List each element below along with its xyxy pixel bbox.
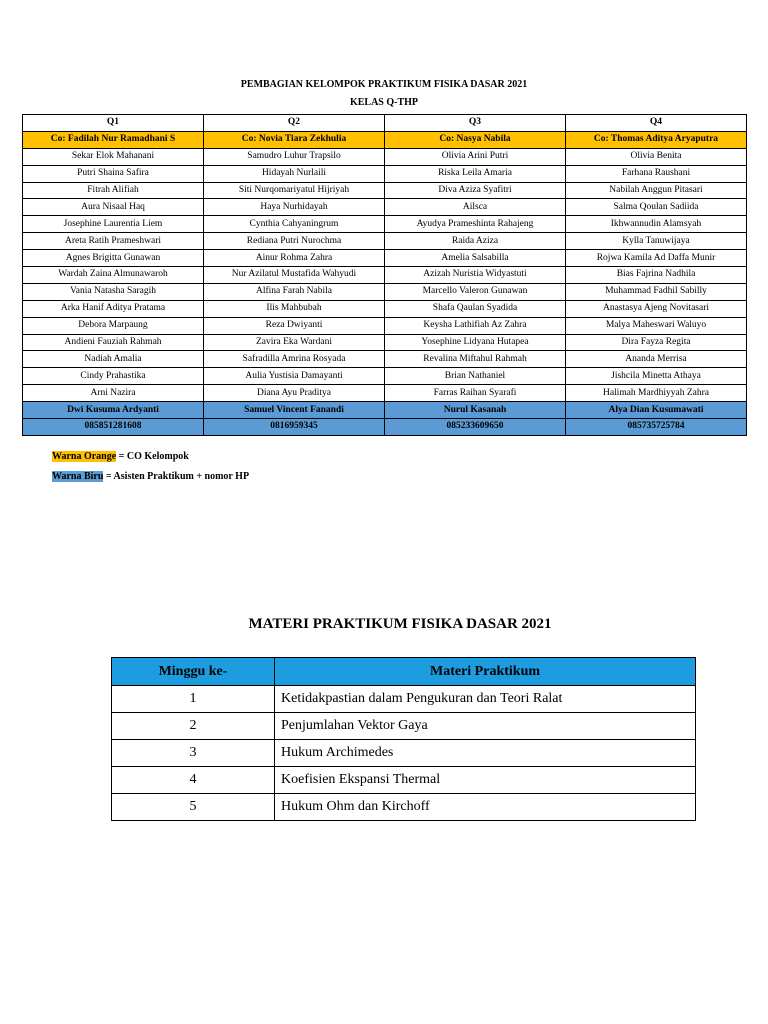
materi-topic-cell: Penjumlahan Vektor Gaya <box>275 713 696 740</box>
materi-table <box>111 657 696 821</box>
member-row <box>23 199 747 216</box>
member-row-cell: Cynthia Cahyaningrum <box>204 216 385 233</box>
member-row-cell: Olivia Benita <box>566 148 747 165</box>
assistant-row-cell: Nurul Kasanah <box>385 402 566 419</box>
phone-row-cell: 085851281608 <box>23 419 204 436</box>
materi-row <box>112 686 696 713</box>
member-row-cell: Ikhwannudin Alamsyah <box>566 216 747 233</box>
group-table <box>22 114 747 436</box>
member-row-cell: Rediana Putri Nurochma <box>204 233 385 250</box>
member-row <box>23 300 747 317</box>
materi-week-cell: 3 <box>112 740 275 767</box>
member-row <box>23 165 747 182</box>
member-row-cell: Nur Azilatul Mustafida Wahyudi <box>204 267 385 284</box>
member-row-cell: Wardah Zaina Almunawaroh <box>23 267 204 284</box>
member-row-cell: Reza Dwiyanti <box>204 317 385 334</box>
legend-orange-text: = CO Kelompok <box>116 451 189 462</box>
member-row-cell: Fitrah Alifiah <box>23 182 204 199</box>
member-row-cell: Salma Qoulan Sadiida <box>566 199 747 216</box>
member-row-cell: Brian Nathaniel <box>385 368 566 385</box>
member-row-cell: Hidayah Nurlaili <box>204 165 385 182</box>
materi-row <box>112 767 696 794</box>
legend-blue-label: Warna Biru <box>52 471 104 482</box>
member-row-cell: Halimah Mardhiyyah Zahra <box>566 385 747 402</box>
member-row-cell: Safradilla Amrina Rosyada <box>204 351 385 368</box>
member-row <box>23 334 747 351</box>
assistant-row <box>23 402 747 419</box>
materi-week-cell: 2 <box>112 713 275 740</box>
group-header-row <box>23 115 747 132</box>
co-row-cell: Co: Fadilah Nur Ramadhani S <box>23 131 204 148</box>
member-row <box>23 182 747 199</box>
member-row <box>23 368 747 385</box>
member-row-cell: Haya Nurhidayah <box>204 199 385 216</box>
member-row <box>23 351 747 368</box>
member-row-cell: Diana Ayu Praditya <box>204 385 385 402</box>
assistant-row-cell: Samuel Vincent Fanandi <box>204 402 385 419</box>
legend-blue <box>52 471 249 482</box>
member-row-cell: Nabilah Anggun Pitasari <box>566 182 747 199</box>
member-row-cell: Ayudya Prameshinta Rahajeng <box>385 216 566 233</box>
member-row-cell: Arka Hanif Aditya Pratama <box>23 300 204 317</box>
group-header-row-cell: Q4 <box>566 115 747 132</box>
member-row-cell: Aura Nisaal Haq <box>23 199 204 216</box>
co-row-cell: Co: Thomas Aditya Aryaputra <box>566 131 747 148</box>
member-row-cell: Alfina Farah Nabila <box>204 283 385 300</box>
co-row-cell: Co: Novia Tiara Zekhulia <box>204 131 385 148</box>
materi-header-row <box>112 658 696 686</box>
member-row-cell: Ainur Rohma Zahra <box>204 250 385 267</box>
member-row-cell: Sekar Elok Mahanani <box>23 148 204 165</box>
member-row-cell: Nadiah Amalia <box>23 351 204 368</box>
member-row-cell: Revalina Miftahul Rahmah <box>385 351 566 368</box>
materi-week-cell: 1 <box>112 686 275 713</box>
legend-orange-label: Warna Orange <box>52 451 117 462</box>
materi-header-cell: Minggu ke- <box>112 658 275 686</box>
materi-topic-cell: Hukum Ohm dan Kirchoff <box>275 794 696 821</box>
member-row-cell: Riska Leila Amaria <box>385 165 566 182</box>
member-row-cell: Rojwa Kamila Ad Daffa Munir <box>566 250 747 267</box>
member-row-cell: Josephine Laurentia Liem <box>23 216 204 233</box>
member-row <box>23 267 747 284</box>
member-row-cell: Andieni Fauziah Rahmah <box>23 334 204 351</box>
member-row-cell: Raida Aziza <box>385 233 566 250</box>
phone-row-cell: 0816959345 <box>204 419 385 436</box>
member-row <box>23 250 747 267</box>
group-header-row-cell: Q2 <box>204 115 385 132</box>
materi-row <box>112 713 696 740</box>
member-row-cell: Arni Nazira <box>23 385 204 402</box>
member-row-cell: Azizah Nuristia Widyastuti <box>385 267 566 284</box>
member-row-cell: Farras Raihan Syarafi <box>385 385 566 402</box>
legend-blue-text: = Asisten Praktikum + nomor HP <box>103 471 250 482</box>
member-row-cell: Muhammad Fadhil Sabilly <box>566 283 747 300</box>
member-row-cell: Yosephine Lidyana Hutapea <box>385 334 566 351</box>
member-row <box>23 385 747 402</box>
member-row-cell: Diva Aziza Syafitri <box>385 182 566 199</box>
class-subtitle: KELAS Q-THP <box>349 97 419 108</box>
member-row-cell: Cindy Prahastika <box>23 368 204 385</box>
member-row <box>23 216 747 233</box>
member-row-cell: Ananda Merrisa <box>566 351 747 368</box>
member-row-cell: Samudro Luhur Trapsilo <box>204 148 385 165</box>
phone-row <box>23 419 747 436</box>
member-row-cell: Putri Shaina Safira <box>23 165 204 182</box>
materi-week-cell: 5 <box>112 794 275 821</box>
member-row-cell: Ailsca <box>385 199 566 216</box>
member-row-cell: Areta Ratih Prameshwari <box>23 233 204 250</box>
materi-week-cell: 4 <box>112 767 275 794</box>
member-row <box>23 148 747 165</box>
member-row-cell: Jishcila Minetta Athaya <box>566 368 747 385</box>
co-row-cell: Co: Nasya Nabila <box>385 131 566 148</box>
phone-row-cell: 085735725784 <box>566 419 747 436</box>
member-row-cell: Aulia Yustisia Damayanti <box>204 368 385 385</box>
member-row-cell: Bias Fajrina Nadhila <box>566 267 747 284</box>
group-header-row-cell: Q3 <box>385 115 566 132</box>
materi-header-cell: Materi Praktikum <box>275 658 696 686</box>
member-row-cell: Shafa Qaulan Syadida <box>385 300 566 317</box>
materi-title: MATERI PRAKTIKUM FISIKA DASAR 2021 <box>248 616 552 632</box>
member-row-cell: Ilis Mahbubah <box>204 300 385 317</box>
member-row-cell: Olivia Arini Putri <box>385 148 566 165</box>
member-row-cell: Agnes Brigitta Gunawan <box>23 250 204 267</box>
member-row-cell: Farhana Raushani <box>566 165 747 182</box>
materi-topic-cell: Hukum Archimedes <box>275 740 696 767</box>
member-row-cell: Marcello Valeron Gunawan <box>385 283 566 300</box>
member-row-cell: Siti Nurqomariyatul Hijriyah <box>204 182 385 199</box>
member-row-cell: Amelia Salsabilla <box>385 250 566 267</box>
member-row <box>23 317 747 334</box>
legend-orange <box>52 451 189 462</box>
member-row-cell: Dira Fayza Regita <box>566 334 747 351</box>
member-row-cell: Kylla Tanuwijaya <box>566 233 747 250</box>
co-row <box>23 131 747 148</box>
group-header-row-cell: Q1 <box>23 115 204 132</box>
member-row-cell: Keysha Lathifiah Az Zahra <box>385 317 566 334</box>
member-row-cell: Vania Natasha Saragih <box>23 283 204 300</box>
member-row <box>23 283 747 300</box>
materi-row <box>112 794 696 821</box>
page-title: PEMBAGIAN KELOMPOK PRAKTIKUM FISIKA DASAR 2021 <box>240 79 528 90</box>
materi-topic-cell: Ketidakpastian dalam Pengukuran dan Teori Ralat <box>275 686 696 713</box>
materi-row <box>112 740 696 767</box>
member-row <box>23 233 747 250</box>
member-row-cell: Anastasya Ajeng Novitasari <box>566 300 747 317</box>
member-row-cell: Debora Marpaung <box>23 317 204 334</box>
member-row-cell: Zavira Eka Wardani <box>204 334 385 351</box>
assistant-row-cell: Alya Dian Kusumawati <box>566 402 747 419</box>
assistant-row-cell: Dwi Kusuma Ardyanti <box>23 402 204 419</box>
member-row-cell: Malya Maheswari Waluyo <box>566 317 747 334</box>
phone-row-cell: 085233609650 <box>385 419 566 436</box>
materi-topic-cell: Koefisien Ekspansi Thermal <box>275 767 696 794</box>
